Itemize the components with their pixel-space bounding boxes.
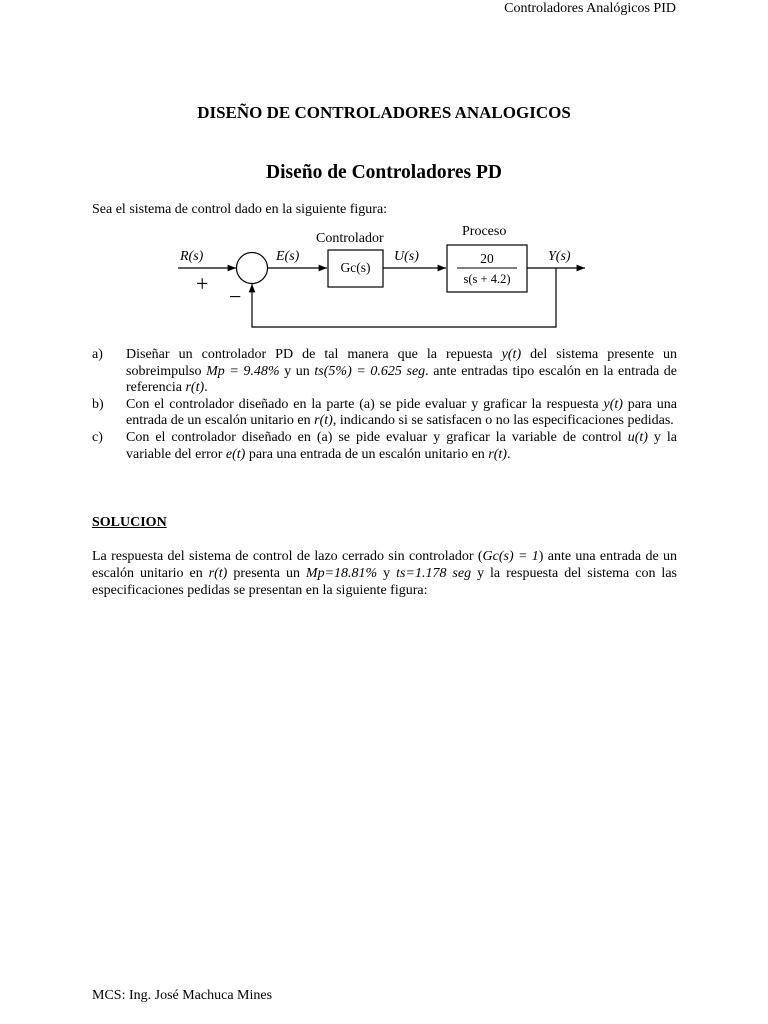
control-label: U(s) [394, 249, 419, 264]
inline-text: del sistema presente un sobreimpulso [126, 347, 677, 379]
inline-math: Mp=18.81% [305, 566, 378, 581]
section-title: Diseño de Controladores PD [266, 162, 502, 183]
list-item [92, 430, 677, 463]
inline-text: . [506, 446, 511, 462]
inline-text: y la respuesta del sistema con las especificaciones pedidas se presentan en la siguiente figura: [92, 566, 677, 598]
inline-math: e(t) [225, 446, 246, 462]
list-item [92, 347, 677, 397]
error-label: E(s) [276, 249, 300, 264]
solution-heading: SOLUCION [92, 515, 167, 530]
controller-title: Controlador [316, 231, 384, 246]
list-marker: b) [92, 396, 104, 412]
question-b-text [126, 397, 677, 430]
question-a-text [126, 347, 677, 397]
summing-junction [237, 253, 268, 284]
inline-math: y(t) [501, 347, 522, 362]
controller-block-label: Gc(s) [340, 260, 371, 275]
inline-text: ) ante una entrada de un escalón unitario en [92, 549, 677, 581]
process-denominator: s(s + 4.2) [463, 272, 511, 286]
inline-text: y [377, 566, 397, 581]
inline-math: ts=1.178 seg [396, 566, 472, 581]
inline-text: y un [279, 363, 315, 379]
inline-text: y la variable del error [126, 429, 677, 462]
inline-text: , indicando si se satisfacen o no las especificaciones pedidas. [332, 413, 674, 429]
process-title: Proceso [462, 224, 507, 239]
list-marker: a) [92, 347, 103, 362]
inline-math: Gc(s) = 1 [482, 549, 539, 564]
running-header: Controladores Analógicos PID [504, 1, 676, 16]
inline-math: r(t) [185, 380, 205, 396]
plus-sign: + [196, 271, 209, 296]
output-label: Y(s) [548, 249, 571, 264]
block-diagram [0, 215, 768, 335]
question-list [92, 347, 677, 463]
inline-math: Mp = 9.48% [206, 363, 280, 379]
inline-math: r(t) [488, 446, 507, 462]
inline-text: para una entrada de un escalón unitario en [245, 446, 489, 462]
inline-text: Con el controlador diseñado en (a) se pide evaluar y graficar la variable de control [126, 429, 628, 445]
page-footer: MCS: Ing. José Machuca Mines [92, 988, 273, 1003]
process-numerator: 20 [480, 251, 494, 266]
inline-text: . ante entradas tipo escalón en la entrada de referencia [126, 363, 677, 396]
inline-text: Con el controlador diseñado en la parte (a) se pide evaluar y graficar la respuesta [126, 396, 604, 412]
inline-text: Diseñar un controlador PD de tal manera que la repuesta [126, 347, 502, 362]
inline-text: para una entrada de un escalón unitario en [126, 396, 677, 429]
inline-text: presenta un [227, 566, 306, 581]
solution-paragraph [92, 548, 677, 599]
input-label: R(s) [180, 249, 204, 264]
inline-math: u(t) [627, 429, 648, 445]
document-title: DISEÑO DE CONTROLADORES ANALOGICOS [197, 103, 571, 122]
inline-math: r(t) [314, 413, 333, 429]
inline-text: . [204, 380, 208, 396]
minus-sign: − [229, 284, 242, 309]
list-item [92, 397, 677, 430]
question-c-text [126, 430, 677, 463]
inline-text: La respuesta del sistema de control de lazo cerrado sin controlador ( [92, 549, 483, 564]
list-marker: c) [92, 429, 103, 445]
inline-math: ts(5%) = 0.625 seg [314, 363, 426, 379]
intro-paragraph: Sea el sistema de control dado en la siguiente figura: [92, 202, 388, 217]
inline-math: r(t) [208, 566, 228, 581]
inline-math: y(t) [603, 396, 623, 412]
